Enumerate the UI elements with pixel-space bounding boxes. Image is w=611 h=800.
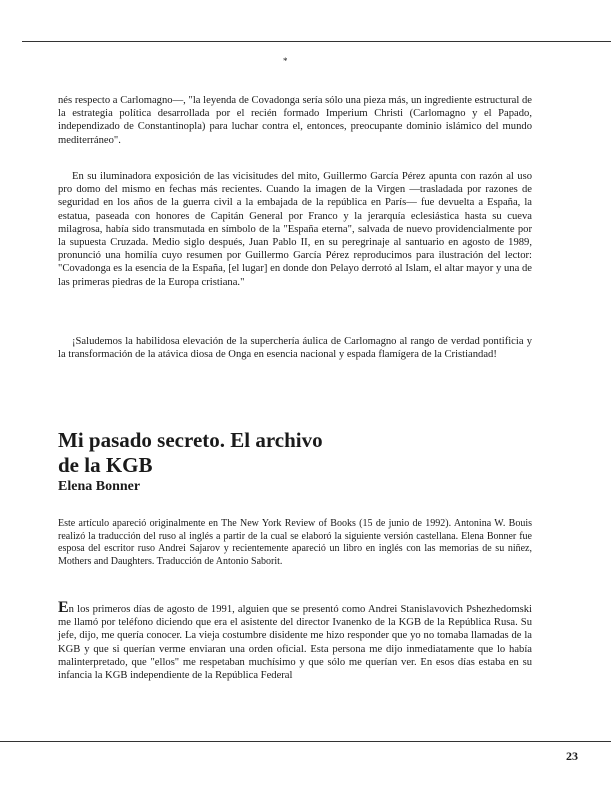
drop-cap: E (58, 599, 69, 616)
article-title (58, 428, 532, 478)
article-title-line-1: Mi pasado secreto. El archivo (58, 428, 323, 452)
article-body-text: n los primeros días de agosto de 1991, alguien que se presentó como Andrei Stanislavovich Pshezhedomski me llamó por teléfono diciendo que era el asistente del director Ivanenko de la KGB de la República Rusa. Su jefe, dijo, me quería conocer. La vieja costumbre disidente me hizo responder que yo no tomaba llamadas de la KGB y que si querían verme enviaran una orden oficial. Esta persona me dijo inmediatamente que lo había malinterpretado, que "ellos" me respetaban muchísimo y que sólo me querían ver. En esos días estaba en su infancia la KGB independiente de la República Federal (58, 604, 532, 682)
article-title-line-2: de la KGB (58, 453, 153, 477)
previous-article-paragraph-1: nés respecto a Carlomagno—, "la leyenda de Covadonga sería sólo una pieza más, un ingrediente estructural de la estrategia política desarrollada por el recién formado Imperium Christi (Carlomagno y el Papado, independizado de Constantinopla) para luchar contra el, entonces, preocupante dominio islámico del mundo mediterráneo". (58, 95, 532, 146)
header-mark: * (283, 56, 288, 66)
previous-article-paragraph-2: En su iluminadora exposición de las vicisitudes del mito, Guillermo García Pérez apunta con razón al uso pro domo del mismo en fechas más recientes. Cuando la imagen de la Virgen —trasladada por razones de seguridad en los años de la guerra civil a la embajada de la república en París— fue devuelta a España, la estatua, paseada con honores de Capitán General por Franco y la jerarquía eclesiástica hasta su cueva milagrosa, había sido transmutada en símbolo de la "España eterna", salvada de nuevo providencialmente por la supuesta Cruzada. Medio siglo después, Juan Pablo II, en su peregrinaje al santuario en agosto de 1989, pronunció una homilía cuyo resumen por Guillermo García Pérez reproducimos para ilustración del lector: "Covadonga es la esencia de la España, [el lugar] en donde don Pelayo derrotó al Islam, el altar mayor y una de las primeras piedras de la Europa cristiana." (58, 171, 532, 288)
top-rule (22, 41, 611, 42)
previous-article-paragraph-3: ¡Saludemos la habilidosa elevación de la superchería áulica de Carlomagno al rango de verdad pontificia y la transformación de la atávica diosa de Onga en esencia nacional y espada flamígera de la Cristiandad! (58, 336, 532, 361)
article-intro-note: Este artículo apareció originalmente en The New York Review of Books (15 de junio de 1992). Antonina W. Bouis realizó la traducción del ruso al inglés a partir de la cual se elaboró la siguiente versión castellana. Elena Bonner fue esposa del escritor ruso Andrei Sajarov y recientemente apareció un libro en inglés con las memorias de su niñez, Mothers and Daughters. Traducción de Antonio Saborit. (58, 518, 532, 567)
article-body-paragraph-1 (58, 601, 532, 682)
bottom-rule (0, 741, 611, 742)
page-number: 23 (566, 749, 578, 763)
article-author: Elena Bonner (58, 479, 141, 494)
